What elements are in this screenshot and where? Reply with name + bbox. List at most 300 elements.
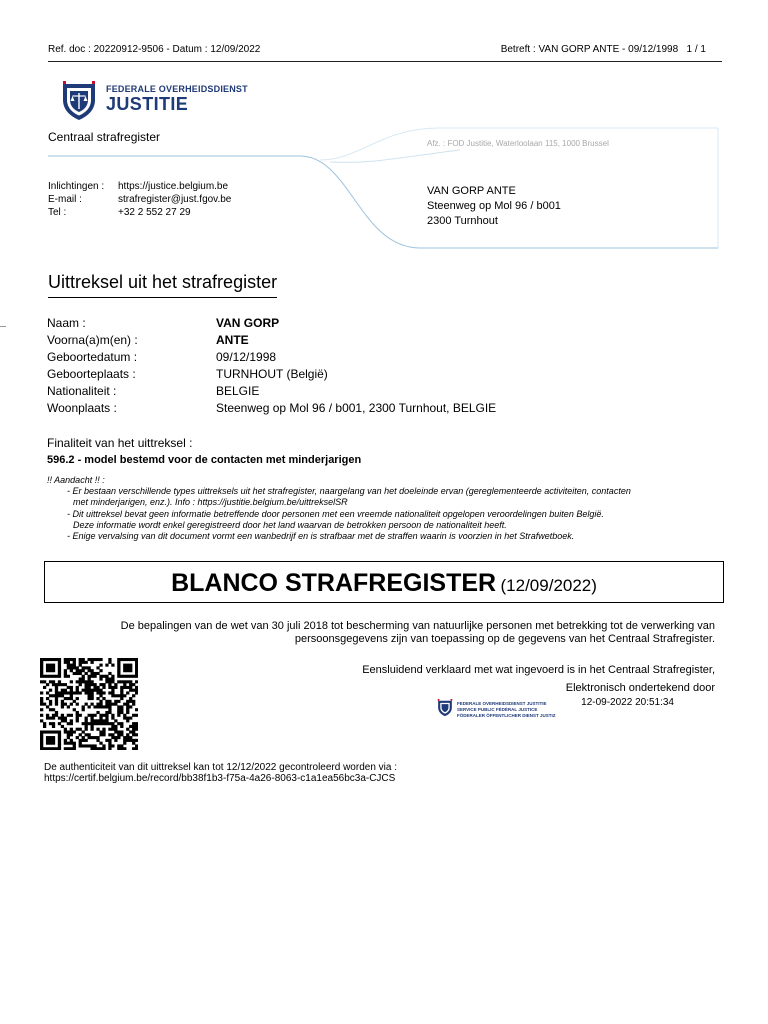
qr-module <box>55 691 58 694</box>
qr-module <box>46 683 49 686</box>
birthdate-label: Geboortedatum : <box>47 350 138 364</box>
qr-module <box>123 742 126 745</box>
qr-module <box>123 664 126 667</box>
qr-module <box>111 703 114 706</box>
qr-module <box>73 747 76 750</box>
qr-module <box>67 714 70 717</box>
qr-module <box>58 669 61 672</box>
qr-module <box>64 703 67 706</box>
qr-module <box>49 658 52 661</box>
qr-module <box>73 730 76 733</box>
qr-module <box>129 689 132 692</box>
qr-module <box>79 661 82 664</box>
qr-module <box>126 739 129 742</box>
qr-module <box>64 742 67 745</box>
authenticity-text: De authenticiteit van dit uittreksel kan tot 12/12/2022 gecontroleerd worden via : <box>44 762 397 773</box>
qr-module <box>132 742 135 745</box>
qr-module <box>79 714 82 717</box>
qr-module <box>135 747 138 750</box>
qr-module <box>85 722 88 725</box>
qr-module <box>135 658 138 661</box>
qr-module <box>46 666 49 669</box>
qr-module <box>126 717 129 720</box>
qr-module <box>93 683 96 686</box>
qr-module <box>73 708 76 711</box>
signature-datetime: 12-09-2022 20:51:34 <box>581 697 674 708</box>
qr-module <box>73 700 76 703</box>
doc-reference: Ref. doc : 20220912-9506 - Datum : 12/09/2022 <box>48 44 261 55</box>
qr-module <box>70 747 73 750</box>
qr-module <box>111 728 114 731</box>
qr-module <box>40 742 43 745</box>
qr-module <box>67 736 70 739</box>
qr-module <box>129 675 132 678</box>
qr-module <box>108 747 111 750</box>
qr-module <box>49 703 52 706</box>
qr-module <box>46 730 49 733</box>
qr-module <box>79 728 82 731</box>
qr-module <box>102 697 105 700</box>
qr-module <box>40 661 43 664</box>
qr-module <box>40 714 43 717</box>
qr-module <box>117 675 120 678</box>
email-label: E-mail : <box>48 194 82 205</box>
qr-module <box>61 683 64 686</box>
qr-module <box>67 705 70 708</box>
qr-module <box>67 664 70 667</box>
qr-module <box>40 664 43 667</box>
qr-module <box>52 708 55 711</box>
qr-module <box>82 680 85 683</box>
qr-module <box>88 744 91 747</box>
birthplace-label: Geboorteplaats : <box>47 367 136 381</box>
qr-module <box>129 697 132 700</box>
qr-module <box>99 678 102 681</box>
qr-module <box>129 700 132 703</box>
qr-module <box>132 725 135 728</box>
qr-module <box>117 680 120 683</box>
qr-module <box>126 669 129 672</box>
qr-module <box>40 736 43 739</box>
qr-module <box>43 675 46 678</box>
qr-module <box>79 742 82 745</box>
qr-module <box>90 672 93 675</box>
qr-module <box>49 717 52 720</box>
qr-module <box>46 691 49 694</box>
qr-module <box>120 689 123 692</box>
qr-module <box>82 666 85 669</box>
qr-module <box>99 700 102 703</box>
qr-module <box>46 747 49 750</box>
qr-module <box>129 717 132 720</box>
qr-module <box>49 689 52 692</box>
qr-module <box>46 658 49 661</box>
qr-module <box>99 675 102 678</box>
qr-module <box>76 736 79 739</box>
qr-module <box>85 666 88 669</box>
qr-module <box>79 669 82 672</box>
qr-module <box>52 683 55 686</box>
qr-module <box>123 736 126 739</box>
qr-module <box>120 691 123 694</box>
qr-module <box>105 705 108 708</box>
qr-module <box>82 722 85 725</box>
qr-module <box>52 747 55 750</box>
notes-heading: !! Aandacht !! : <box>47 475 105 485</box>
qr-module <box>70 686 73 689</box>
qr-module <box>114 725 117 728</box>
recipient-city: 2300 Turnhout <box>427 215 498 227</box>
qr-module <box>135 744 138 747</box>
qr-module <box>88 689 91 692</box>
subject-text: Betreft : VAN GORP ANTE - 09/12/1998 <box>500 44 679 55</box>
qr-module <box>126 691 129 694</box>
qr-module <box>67 658 70 661</box>
qr-module <box>88 733 91 736</box>
qr-module <box>67 686 70 689</box>
authenticity-link[interactable]: https://certif.belgium.be/record/bb38f1b3-f75a-4a26-8063-c1a1ea56bc3a-CJCS <box>44 773 396 784</box>
qr-module <box>64 669 67 672</box>
qr-module <box>40 691 43 694</box>
qr-module <box>129 680 132 683</box>
qr-module <box>96 689 99 692</box>
qr-module <box>99 689 102 692</box>
qr-module <box>123 739 126 742</box>
qr-module <box>67 733 70 736</box>
qr-module <box>132 689 135 692</box>
qr-module <box>67 661 70 664</box>
qr-module <box>111 736 114 739</box>
qr-module <box>102 719 105 722</box>
qr-module <box>40 733 43 736</box>
qr-module <box>108 661 111 664</box>
qr-module <box>117 700 120 703</box>
qr-module <box>108 686 111 689</box>
qr-module <box>43 658 46 661</box>
qr-module <box>99 669 102 672</box>
firstname-label: Voorna(a)m(en) : <box>47 333 138 347</box>
qr-module <box>82 675 85 678</box>
qr-module <box>40 744 43 747</box>
qr-module <box>117 705 120 708</box>
qr-module <box>88 680 91 683</box>
qr-module <box>102 747 105 750</box>
qr-module <box>88 714 91 717</box>
qr-module <box>58 691 61 694</box>
qr-module <box>52 730 55 733</box>
qr-module <box>135 733 138 736</box>
qr-module <box>76 691 79 694</box>
qr-module <box>58 742 61 745</box>
firstname-value: ANTE <box>216 333 249 347</box>
qr-module <box>108 742 111 745</box>
qr-module <box>40 747 43 750</box>
residence-value: Steenweg op Mol 96 / b001, 2300 Turnhout, BELGIE <box>216 401 497 415</box>
qr-module <box>93 705 96 708</box>
qr-module <box>82 669 85 672</box>
certification-line-2: Elektronisch ondertekend door <box>565 682 715 694</box>
qr-module <box>90 691 93 694</box>
qr-module <box>76 669 79 672</box>
qr-module <box>90 714 93 717</box>
qr-module <box>61 705 64 708</box>
qr-module <box>99 719 102 722</box>
qr-module <box>120 694 123 697</box>
qr-module <box>93 722 96 725</box>
qr-module <box>79 678 82 681</box>
qr-code <box>40 658 138 750</box>
qr-module <box>111 686 114 689</box>
qr-module <box>123 669 126 672</box>
qr-module <box>99 683 102 686</box>
qr-module <box>114 730 117 733</box>
qr-module <box>40 675 43 678</box>
residence-label: Woonplaats : <box>47 401 117 415</box>
qr-module <box>120 686 123 689</box>
qr-module <box>99 717 102 720</box>
qr-module <box>123 747 126 750</box>
qr-module <box>88 675 91 678</box>
qr-module <box>61 694 64 697</box>
name-value: VAN GORP <box>216 316 280 330</box>
qr-module <box>43 747 46 750</box>
qr-module <box>76 672 79 675</box>
qr-module <box>96 658 99 661</box>
qr-module <box>58 694 61 697</box>
qr-module <box>88 658 91 661</box>
qr-module <box>102 744 105 747</box>
qr-module <box>102 686 105 689</box>
qr-module <box>108 744 111 747</box>
qr-module <box>132 739 135 742</box>
qr-module <box>46 736 49 739</box>
qr-module <box>64 739 67 742</box>
qr-module <box>129 669 132 672</box>
qr-module <box>52 680 55 683</box>
qr-module <box>132 700 135 703</box>
qr-module <box>70 730 73 733</box>
qr-module <box>64 661 67 664</box>
qr-module <box>70 680 73 683</box>
qr-module <box>64 672 67 675</box>
qr-module <box>111 691 114 694</box>
qr-module <box>135 672 138 675</box>
certification-line-1: Eensluidend verklaard met wat ingevoerd is in het Centraal Strafregister, <box>362 664 715 676</box>
qr-module <box>90 736 93 739</box>
qr-module <box>132 683 135 686</box>
qr-module <box>70 733 73 736</box>
fold-mark <box>0 326 6 327</box>
qr-module <box>49 666 52 669</box>
qr-module <box>70 694 73 697</box>
qr-module <box>85 717 88 720</box>
qr-module <box>102 730 105 733</box>
qr-module <box>67 697 70 700</box>
logo-line-1: FEDERALE OVERHEIDSDIENST <box>106 84 248 94</box>
qr-module <box>40 666 43 669</box>
qr-module <box>55 703 58 706</box>
qr-module <box>52 666 55 669</box>
qr-module <box>82 661 85 664</box>
qr-module <box>102 714 105 717</box>
qr-module <box>123 683 126 686</box>
qr-module <box>82 708 85 711</box>
qr-module <box>99 747 102 750</box>
qr-module <box>126 658 129 661</box>
qr-module <box>76 728 79 731</box>
qr-module <box>49 747 52 750</box>
qr-module <box>55 697 58 700</box>
qr-module <box>88 669 91 672</box>
qr-module <box>135 691 138 694</box>
signature-org-nl: FEDERALE OVERHEIDSDIENST JUSTITIE <box>457 701 547 706</box>
birthdate-value: 09/12/1998 <box>216 350 277 364</box>
qr-module <box>135 669 138 672</box>
qr-module <box>111 722 114 725</box>
qr-module <box>102 733 105 736</box>
qr-module <box>55 700 58 703</box>
qr-module <box>99 705 102 708</box>
qr-module <box>55 714 58 717</box>
qr-module <box>96 697 99 700</box>
qr-module <box>120 725 123 728</box>
qr-module <box>96 672 99 675</box>
qr-module <box>40 700 43 703</box>
qr-module <box>105 739 108 742</box>
qr-module <box>55 686 58 689</box>
qr-module <box>58 683 61 686</box>
email-link[interactable]: strafregister@just.fgov.be <box>118 194 232 205</box>
qr-module <box>61 725 64 728</box>
qr-module <box>46 717 49 720</box>
qr-module <box>64 675 67 678</box>
qr-module <box>64 728 67 731</box>
qr-module <box>99 742 102 745</box>
info-link[interactable]: https://justice.belgium.be <box>118 181 229 192</box>
qr-module <box>58 747 61 750</box>
qr-module <box>93 689 96 692</box>
qr-module <box>70 664 73 667</box>
qr-module <box>117 664 120 667</box>
qr-module <box>70 658 73 661</box>
purpose-label: Finaliteit van het uittreksel : <box>47 436 193 450</box>
qr-module <box>117 666 120 669</box>
qr-module <box>93 675 96 678</box>
qr-module <box>120 730 123 733</box>
qr-module <box>120 675 123 678</box>
qr-module <box>58 739 61 742</box>
qr-module <box>52 694 55 697</box>
qr-module <box>88 683 91 686</box>
qr-module <box>49 742 52 745</box>
qr-module <box>117 730 120 733</box>
qr-module <box>82 744 85 747</box>
qr-module <box>102 691 105 694</box>
qr-module <box>108 700 111 703</box>
qr-module <box>117 708 120 711</box>
qr-module <box>111 689 114 692</box>
qr-module <box>70 722 73 725</box>
qr-module <box>73 744 76 747</box>
qr-module <box>61 717 64 720</box>
qr-module <box>135 714 138 717</box>
qr-module <box>126 733 129 736</box>
recipient-street: Steenweg op Mol 96 / b001 <box>427 200 561 212</box>
qr-module <box>96 722 99 725</box>
name-label: Naam : <box>47 316 86 330</box>
qr-module <box>123 686 126 689</box>
qr-module <box>55 675 58 678</box>
qr-module <box>90 722 93 725</box>
qr-module <box>96 739 99 742</box>
qr-module <box>114 703 117 706</box>
qr-module <box>76 680 79 683</box>
qr-module <box>111 744 114 747</box>
qr-module <box>67 666 70 669</box>
qr-module <box>111 675 114 678</box>
qr-module <box>85 689 88 692</box>
qr-module <box>43 703 46 706</box>
qr-module <box>129 683 132 686</box>
qr-module <box>117 744 120 747</box>
qr-module <box>40 708 43 711</box>
qr-module <box>120 733 123 736</box>
qr-module <box>64 697 67 700</box>
qr-module <box>79 683 82 686</box>
qr-module <box>132 675 135 678</box>
qr-module <box>126 736 129 739</box>
qr-module <box>49 730 52 733</box>
qr-module <box>85 739 88 742</box>
qr-module <box>43 730 46 733</box>
qr-module <box>49 736 52 739</box>
qr-module <box>99 730 102 733</box>
qr-module <box>114 728 117 731</box>
qr-module <box>58 661 61 664</box>
qr-module <box>117 658 120 661</box>
qr-module <box>120 711 123 714</box>
qr-module <box>117 711 120 714</box>
qr-module <box>55 694 58 697</box>
qr-module <box>49 739 52 742</box>
qr-module <box>58 664 61 667</box>
qr-module <box>99 694 102 697</box>
qr-module <box>96 705 99 708</box>
qr-module <box>90 683 93 686</box>
qr-module <box>90 680 93 683</box>
qr-module <box>82 736 85 739</box>
qr-module <box>99 664 102 667</box>
qr-module <box>55 711 58 714</box>
qr-module <box>123 675 126 678</box>
qr-module <box>93 736 96 739</box>
qr-module <box>52 736 55 739</box>
qr-module <box>64 683 67 686</box>
qr-module <box>96 666 99 669</box>
qr-module <box>67 675 70 678</box>
qr-module <box>111 725 114 728</box>
qr-module <box>73 691 76 694</box>
qr-module <box>40 730 43 733</box>
qr-module <box>40 719 43 722</box>
qr-module <box>85 672 88 675</box>
qr-module <box>117 661 120 664</box>
qr-module <box>123 717 126 720</box>
qr-module <box>102 728 105 731</box>
qr-module <box>73 666 76 669</box>
qr-module <box>85 683 88 686</box>
qr-module <box>52 658 55 661</box>
